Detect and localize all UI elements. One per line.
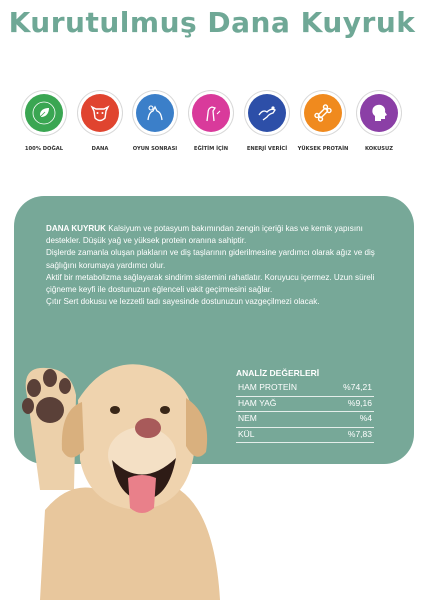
page-title: Kurutulmuş Dana Kuyruk <box>8 6 416 39</box>
sitting-dog-icon <box>192 94 230 132</box>
analysis-heading: ANALİZ DEĞERLERİ <box>236 368 320 378</box>
description-text: Kalsiyum ve potasyum bakımından zengin içeriği kas ve kemik yapısını destekler. Düşük yağ ve yüksek protein oranına sahiptir. <box>46 224 363 246</box>
labrador-dog-image <box>0 340 230 600</box>
feature-label: KOKUSUZ <box>364 146 394 152</box>
bone-icon <box>304 94 342 132</box>
feature-after-play <box>129 94 181 152</box>
feature-label: EĞİTİM İÇİN <box>193 146 229 152</box>
analysis-value: %4 <box>359 413 372 423</box>
analysis-value: %7,83 <box>347 428 372 439</box>
feature-energy <box>241 94 293 152</box>
natural-badge-icon <box>25 94 63 132</box>
feature-icons-row <box>18 94 408 168</box>
description-paragraph-4: Çıtır Sert dokusu ve lezzetli tadı sayesinde dostunuzun vazgeçilmezi olacak. <box>46 297 320 307</box>
feature-label: DANA <box>91 146 109 152</box>
analysis-row <box>236 381 374 397</box>
analysis-value: %9,16 <box>347 397 372 408</box>
feature-natural <box>18 94 70 152</box>
playing-pets-icon <box>136 94 174 132</box>
feature-odorless <box>353 94 405 152</box>
description-paragraph-1 <box>46 223 388 247</box>
head-silhouette-icon <box>360 94 398 132</box>
analysis-table <box>236 368 374 443</box>
analysis-name: NEM <box>238 413 257 423</box>
analysis-name: HAM YAĞ <box>238 397 277 408</box>
feature-training <box>185 94 237 152</box>
feature-label: 100% DOĞAL <box>24 146 64 152</box>
feature-high-protein <box>297 94 349 152</box>
feature-label: OYUN SONRASI <box>132 146 178 152</box>
description-paragraph-3: Aktif bir metabolizma sağlayarak sindirim sistemini rahatlatır. Koruyucu içermez. Uzun süreli çiğneme keyfi ile dostunuzun eğlenceli vakit geçirmesini sağlar. <box>46 272 375 295</box>
product-description <box>46 223 388 308</box>
cow-head-icon <box>81 94 119 132</box>
feature-label: YÜKSEK PROTAİN <box>297 146 349 152</box>
energetic-dog-icon <box>248 94 286 132</box>
description-paragraph-2: Dişlerde zamanla oluşan plakların ve diş taşlarının giderilmesine yardımcı olarak ağız ve diş sağlığını korumaya yardımcı olur. <box>46 248 375 270</box>
analysis-name: HAM PROTEİN <box>238 382 298 392</box>
analysis-row <box>236 397 374 413</box>
analysis-row <box>236 428 374 444</box>
feature-beef <box>74 94 126 152</box>
feature-label: ENERJİ VERİCİ <box>246 146 288 152</box>
analysis-value: %74,21 <box>343 382 372 392</box>
analysis-name: KÜL <box>238 428 255 439</box>
product-name: DANA KUYRUK <box>46 224 106 233</box>
analysis-row <box>236 412 374 428</box>
